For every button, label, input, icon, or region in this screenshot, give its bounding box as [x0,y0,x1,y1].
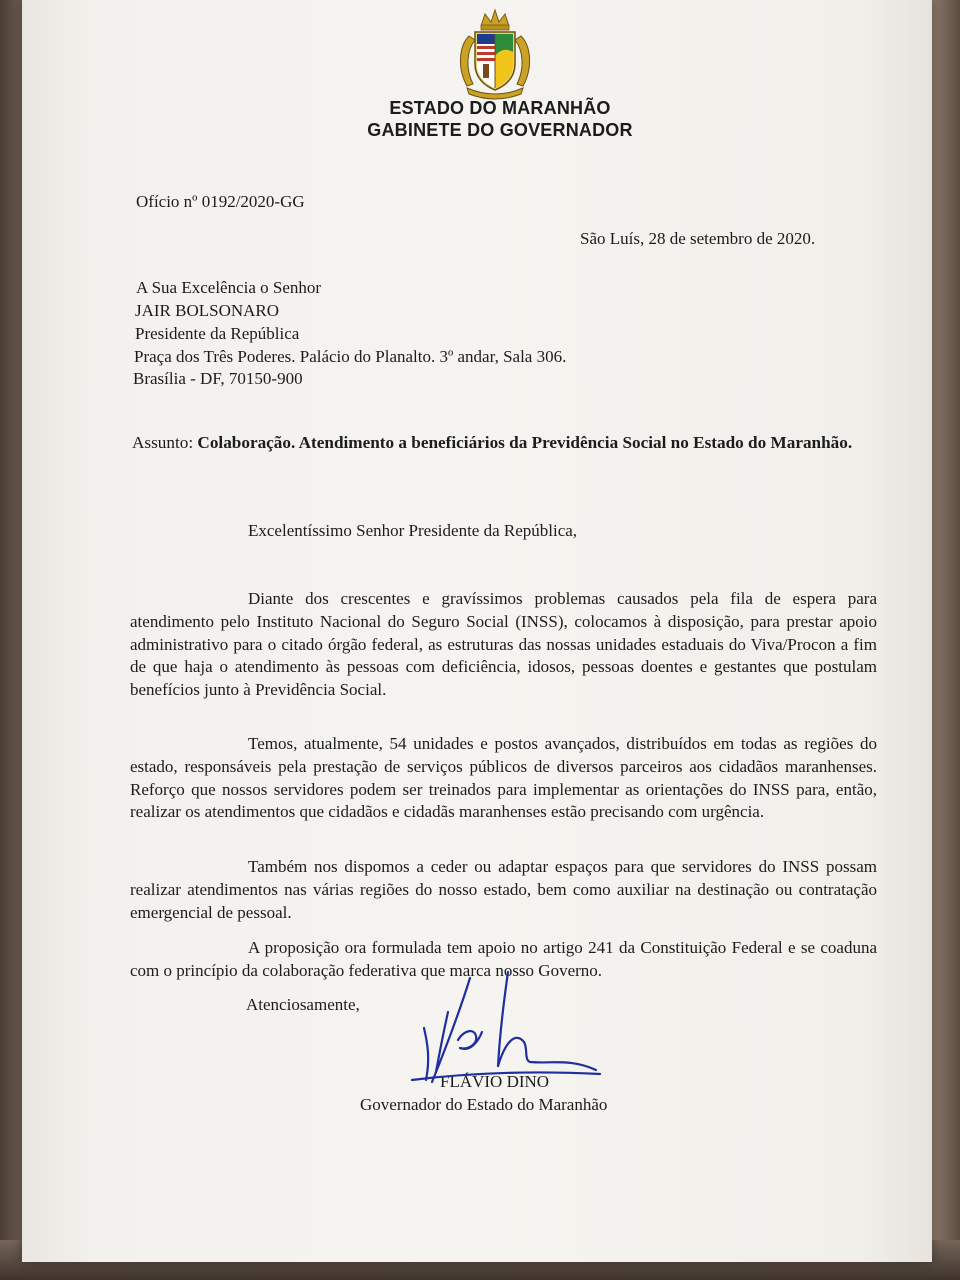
recipient-title: Presidente da República [135,324,300,343]
recipient-city: Brasília - DF, 70150-900 [133,369,303,388]
body-paragraph-4: A proposição ora formulada tem apoio no artigo 241 da Constituição Federal e se coaduna com o princípio da colaboração federativa que marca nosso Governo. [130,938,877,980]
coat-of-arms-icon [445,6,545,102]
recipient-name: JAIR BOLSONARO [135,301,280,320]
body-paragraph-1: Diante dos crescentes e gravíssimos problemas causados pela fila de espera para atendimento pelo Instituto Nacional do Seguro Social (INSS), colocamos à disposição, para prestar apoio administrativo para o citado órgão federal, as estruturas das nossas unidades estaduais do Viva/Procon a fim de que haja o atendimento às pessoas com deficiência, idosos, pessoas doentes e gestantes que postulam benefícios junto à Previdência Social. [130,589,877,700]
subject-line [132,431,877,455]
signer-name: FLÁVIO DINO [440,1072,550,1091]
subject-text: Colaboração. Atendimento a beneficiários da Previdência Social no Estado do Maranhão. [197,433,853,452]
body-paragraph-3: Também nos dispomos a ceder ou adaptar espaços para que servidores do INSS possam realizar atendimentos nas várias regiões do nosso estado, bem como auxiliar na destinação ou contratação emergencial de pessoal. [130,857,877,922]
letterhead-state-name: ESTADO DO MARANHÃO [389,98,611,118]
subject-label: Assunto: [132,433,194,452]
closing: Atenciosamente, [246,995,360,1014]
handwritten-signature [400,970,610,1095]
recipient-address: Praça dos Três Poderes. Palácio do Planalto. 3º andar, Sala 306. [134,347,567,366]
recipient-salutation: A Sua Excelência o Senhor [136,278,322,297]
signer-title: Governador do Estado do Maranhão [360,1095,608,1114]
place-date: São Luís, 28 de setembro de 2020. [580,229,816,248]
letterhead-cabinet-name: GABINETE DO GOVERNADOR [367,120,633,140]
body-paragraph-2: Temos, atualmente, 54 unidades e postos avançados, distribuídos em todas as regiões do estado, responsáveis pela prestação de serviços públicos de diversos parceiros aos cidadãos maranhenses. Reforço que nossos servidores podem ser treinados para implementar as orientações do INSS para, então, realizar os atendimentos que cidadãos e cidadãs maranhenses estão precisando com urgência. [130,734,877,822]
office-number: Ofício nº 0192/2020-GG [136,192,305,211]
greeting: Excelentíssimo Senhor Presidente da República, [248,521,578,540]
